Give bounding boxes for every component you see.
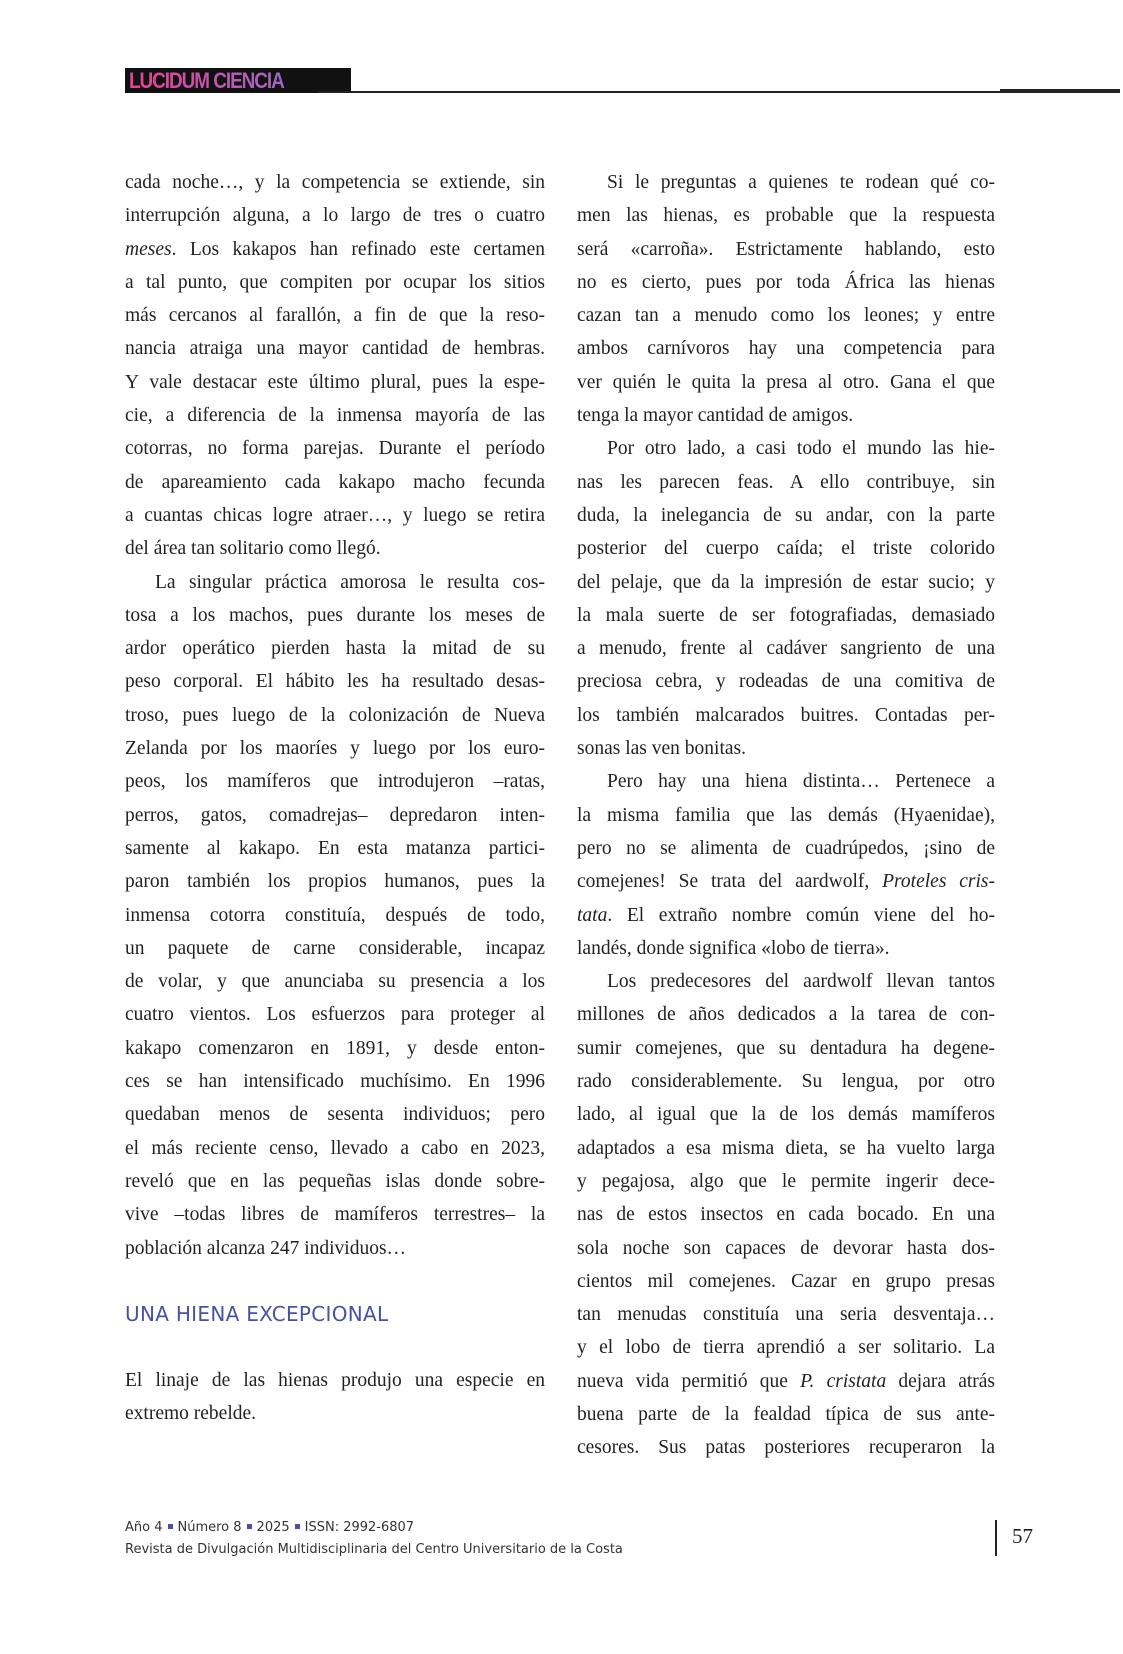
bullet-separator-icon	[295, 1524, 300, 1529]
right-column	[577, 166, 995, 1465]
text-line: nas les parecen feas. A ello contribuye, sin	[577, 471, 995, 493]
text-line: troso, pues luego de la colonización de Nueva	[125, 704, 545, 726]
journal-description: Revista de Divulgación Multidisciplinaria del Centro Universitario de la Costa	[125, 1542, 623, 1557]
text-line: ambos carnívoros hay una competencia para	[577, 338, 995, 360]
text-line: más cercanos al farallón, a fin de que la reso-	[125, 305, 545, 327]
header-divider	[318, 91, 1000, 93]
text-line: a cuantas chicas logre atraer…, y luego se retira	[125, 504, 545, 526]
text-line: reveló que en las pequeñas islas donde sobre-	[125, 1170, 545, 1192]
text-line: la mala suerte de ser fotografiadas, demasiado	[577, 604, 995, 626]
journal-logo	[125, 68, 351, 93]
left-column	[125, 166, 545, 1430]
issue-info	[125, 1517, 623, 1539]
text-line: perros, gatos, comadrejas– depredaron inten-	[125, 804, 545, 826]
text-line: kakapo comenzaron en 1891, y desde enton-	[125, 1037, 545, 1059]
text-line: posterior del cuerpo caída; el triste colorido	[577, 538, 995, 560]
text-line: y el lobo de tierra aprendió a ser solitario. La	[577, 1337, 995, 1359]
text-line: Y vale destacar este último plural, pues la espe-	[125, 371, 545, 393]
text-line: El linaje de las hienas produjo una especie en	[125, 1369, 545, 1391]
text-line: peos, los mamíferos que introdujeron –ratas,	[125, 771, 545, 793]
italic-text: Proteles cris-	[882, 871, 995, 893]
text-line: población alcanza 247 individuos…	[125, 1237, 407, 1259]
text-line: extremo rebelde.	[125, 1403, 257, 1425]
text-line: a tal punto, que compiten por ocupar los sitios	[125, 271, 545, 293]
text-line: Los predecesores del aardwolf llevan tantos	[607, 971, 995, 993]
volume-year: Año 4	[125, 1520, 163, 1535]
paragraph	[125, 566, 545, 1265]
text-line: del área tan solitario como llegó.	[125, 538, 381, 560]
text-line: ver quién le quita la presa al otro. Gana el que	[577, 371, 995, 393]
text-line: quedaban menos de sesenta individuos; pero	[125, 1104, 545, 1126]
bullet-separator-icon	[247, 1524, 252, 1529]
text-line: peso corporal. El hábito les ha resultado desas-	[125, 671, 545, 693]
text-line: Por otro lado, a casi todo el mundo las hie-	[607, 438, 995, 460]
text-line: será «carroña». Estrictamente hablando, esto	[577, 238, 995, 260]
text-line: tan menudas constituía una seria desventaja…	[577, 1304, 995, 1326]
text-line: landés, donde significa «lobo de tierra».	[577, 937, 890, 959]
text-line: nueva vida permitió que P. cristata dejara atrás	[577, 1370, 996, 1392]
text-line: cada noche…, y la competencia se extiende, sin	[125, 172, 545, 193]
page-number: 57	[1012, 1524, 1033, 1548]
paragraph	[577, 965, 995, 1464]
text-line: cazan tan a menudo como los leones; y entre	[577, 305, 995, 327]
text-line: ces se han intensificado muchísimo. En 1996	[125, 1071, 545, 1093]
page-number-divider	[995, 1520, 997, 1556]
text-line: los también malcarados buitres. Contadas per-	[577, 704, 995, 726]
text-line: no es cierto, pues por toda África las hienas	[577, 271, 995, 293]
text-line: de volar, y que anunciaba su presencia a los	[125, 971, 545, 993]
section-heading: UNA HIENA EXCEPCIONAL	[125, 1301, 389, 1326]
text-line: de apareamiento cada kakapo macho fecunda	[125, 471, 545, 493]
text-line: cesores. Sus patas posteriores recuperaron la	[577, 1437, 995, 1459]
text-line: paron también los propios humanos, pues la	[125, 871, 545, 893]
text-line: la misma familia que las demás (Hyaenidae),	[577, 804, 995, 826]
text-line: sumir comejenes, que su dentadura ha degene-	[577, 1037, 995, 1059]
header-divider-accent	[1000, 89, 1120, 93]
footer-meta	[125, 1517, 623, 1561]
journal-name: LUCIDUM CIENCIA	[129, 68, 316, 93]
text-line: pero no se alimenta de cuadrúpedos, ¡sino de	[577, 837, 995, 859]
text-line: adaptados a esa misma dieta, se ha vuelto larga	[577, 1137, 995, 1159]
text-line: un paquete de carne considerable, incapaz	[125, 937, 545, 959]
text-line: sonas las ven bonitas.	[577, 738, 746, 760]
text-line: duda, la inelegancia de su andar, con la parte	[577, 504, 995, 526]
text-line: Si le preguntas a quienes te rodean qué co-	[607, 172, 995, 193]
italic-text: meses	[125, 238, 172, 260]
text-line: tata. El extraño nombre común viene del ho-	[577, 904, 995, 926]
text-line: cie, a diferencia de la inmensa mayoría de las	[125, 405, 545, 427]
text-line: millones de años dedicados a la tarea de con-	[577, 1004, 995, 1026]
text-line: inmensa cotorra constituía, después de todo,	[125, 904, 545, 926]
text-line: samente al kakapo. En esta matanza partici-	[125, 837, 545, 859]
text-line: preciosa cebra, y rodeadas de una comitiva de	[577, 671, 995, 693]
text-line: nas de estos insectos en cada bocado. En una	[577, 1204, 995, 1226]
text-line: interrupción alguna, a lo largo de tres o cuatro	[125, 205, 545, 227]
bullet-separator-icon	[168, 1524, 173, 1529]
text-line: nancia atraiga una mayor cantidad de hembras.	[125, 338, 545, 360]
text-line: cuatro vientos. Los esfuerzos para proteger al	[125, 1004, 545, 1026]
text-line: ardor operático pierden hasta la mitad de su	[125, 638, 545, 660]
issn: ISSN: 2992-6807	[304, 1520, 415, 1535]
italic-text: P. cristata	[800, 1370, 887, 1392]
text-line: cotorras, no forma parejas. Durante el período	[125, 438, 545, 460]
text-line: cientos mil comejenes. Cazar en grupo presas	[577, 1270, 995, 1292]
italic-text: tata	[577, 904, 608, 926]
text-line: tosa a los machos, pues durante los meses de	[125, 604, 545, 626]
text-line: meses. Los kakapos han refinado este certamen	[125, 238, 545, 260]
text-line: comejenes! Se trata del aardwolf, Proteles cris-	[577, 871, 995, 893]
paragraph	[125, 166, 545, 566]
text-line: sola noche son capaces de devorar hasta dos-	[577, 1237, 995, 1259]
text-line: Zelanda por los maoríes y luego por los euro-	[125, 738, 545, 760]
paragraph	[577, 765, 995, 965]
text-line: Pero hay una hiena distinta… Pertenece a	[607, 771, 995, 793]
paragraph	[577, 166, 995, 432]
text-line: lado, al igual que la de los demás mamíferos	[577, 1104, 995, 1126]
text-line: a menudo, frente al cadáver sangriento de una	[577, 638, 995, 660]
paragraph	[125, 1364, 545, 1431]
issue-number: Número 8	[177, 1520, 242, 1535]
text-line: vive –todas libres de mamíferos terrestres– la	[125, 1204, 545, 1226]
text-line: el más reciente censo, llevado a cabo en 2023,	[125, 1137, 545, 1159]
text-line: La singular práctica amorosa le resulta cos-	[155, 571, 545, 593]
publication-year: 2025	[256, 1520, 290, 1535]
text-line: men las hienas, es probable que la respuesta	[577, 205, 995, 227]
text-line: buena parte de la fealdad típica de sus ante-	[577, 1403, 995, 1425]
text-line: tenga la mayor cantidad de amigos.	[577, 405, 854, 427]
text-line: del pelaje, que da la impresión de estar sucio; y	[577, 571, 995, 593]
text-line: rado considerablemente. Su lengua, por otro	[577, 1071, 995, 1093]
paragraph	[577, 432, 995, 765]
text-line: y pegajosa, algo que le permite ingerir dece-	[577, 1170, 995, 1192]
